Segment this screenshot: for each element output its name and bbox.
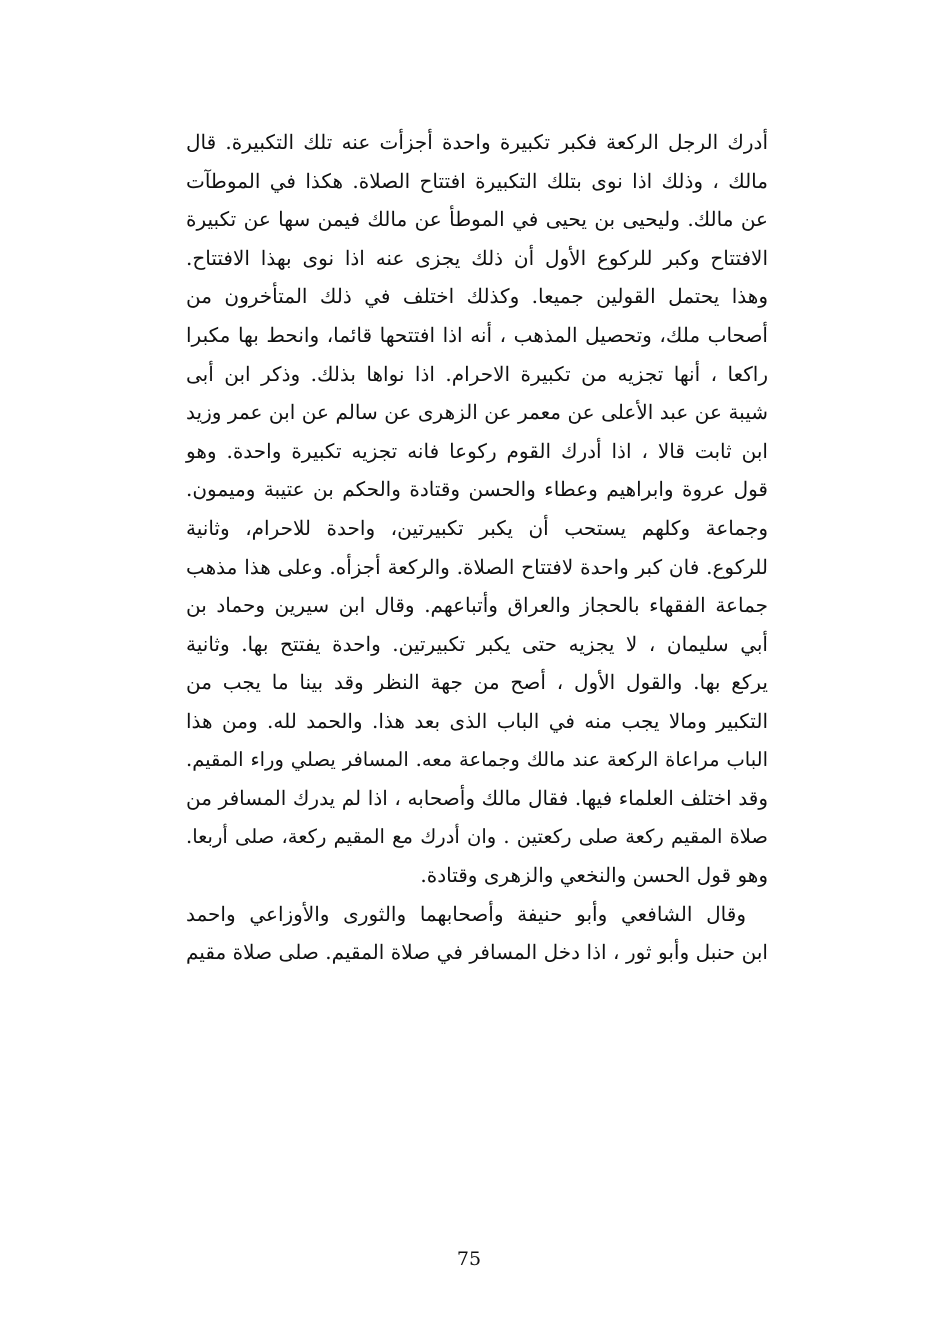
text-line: ابن حنبل وأبو ثور ، اذا دخل المسافر في صلاة المقيم. صلى صلاة مقيم [186,940,768,965]
text-line: ابن ثابت قالا ، اذا أدرك القوم ركوعا فانه تجزيه تكبيرة واحدة. وهو [186,438,768,463]
text-line: أبي سليمان ، لا يجزيه حتى يكبر تكبيرتين. واحدة يفتتح بها. وثانية [186,631,768,656]
text-line: عن مالك. وليحيى بن يحيى في الموطأ عن مالك فيمن سها عن تكبيرة [186,207,768,232]
text-line: راكعا ، أنها تجزيه من تكبيرة الاحرام. اذا نواها بذلك. وذكر ابن أبى [186,361,768,386]
text-line: الافتتاح وكبر للركوع الأول أن ذلك يجزى عنه اذا نوى بهذا الافتتاح. [186,245,768,270]
text-line: قول عروة وابراهيم وعطاء والحسن وقتادة والحكم بن عتيبة وميمون. [186,477,768,502]
text-line: جماعة الفقهاء بالحجاز والعراق وأتباعهم. وقال ابن سيرين وحماد بن [186,593,768,618]
text-line: وقال الشافعي وأبو حنيفة وأصحابهما والثورى والأوزاعي واحمد [186,901,746,926]
text-line: للركوع. فان كبر واحدة لافتتاح الصلاة. والركعة أجزأه. وعلى هذا مذهب [186,554,768,579]
text-line: شيبة عن عبد الأعلى عن معمر عن الزهرى عن سالم عن ابن عمر وزيد [186,400,768,425]
text-line: وجماعة وكلهم يستحب أن يكبر تكبيرتين، واحدة للاحرام، وثانية [186,515,768,540]
text-line: مالك ، وذلك اذا نوى بتلك التكبيرة افتتاح الصلاة. هكذا في الموطآت [186,168,768,193]
text-line: وقد اختلف العلماء فيها. فقال مالك وأصحابه ، اذا لم يدرك المسافر من [186,786,768,811]
text-line: الباب مراعاة الركعة عند مالك وجماعة معه. المسافر يصلي وراء المقيم. [186,747,768,771]
text-line: أصحاب ملك، وتحصيل المذهب ، أنه اذا افتتحها قائما، وانحط بها مكبرا [186,322,768,347]
page-number: 75 [456,1248,482,1270]
text-line: صلاة المقيم ركعة صلى ركعتين . وان أدرك مع المقيم ركعة، صلى أربعا. [186,824,768,848]
text-line: التكبير ومالا يجب منه في الباب الذى بعد هذا. والحمد لله. ومن هذا [186,708,768,733]
text-line: يركع بها. والقول الأول ، أصح من جهة النظر وقد بينا ما يجب من [186,670,768,695]
body-text [186,123,768,972]
text-line: وهذا يحتمل القولين جميعا. وكذلك اختلف في ذلك المتأخرون من [186,284,768,309]
text-line: وهو قول الحسن والنخعي والزهرى وقتادة. [420,863,768,888]
text-line: أدرك الرجل الركعة فكبر تكبيرة واحدة أجزأت عنه تلك التكبيرة. قال [186,130,768,154]
